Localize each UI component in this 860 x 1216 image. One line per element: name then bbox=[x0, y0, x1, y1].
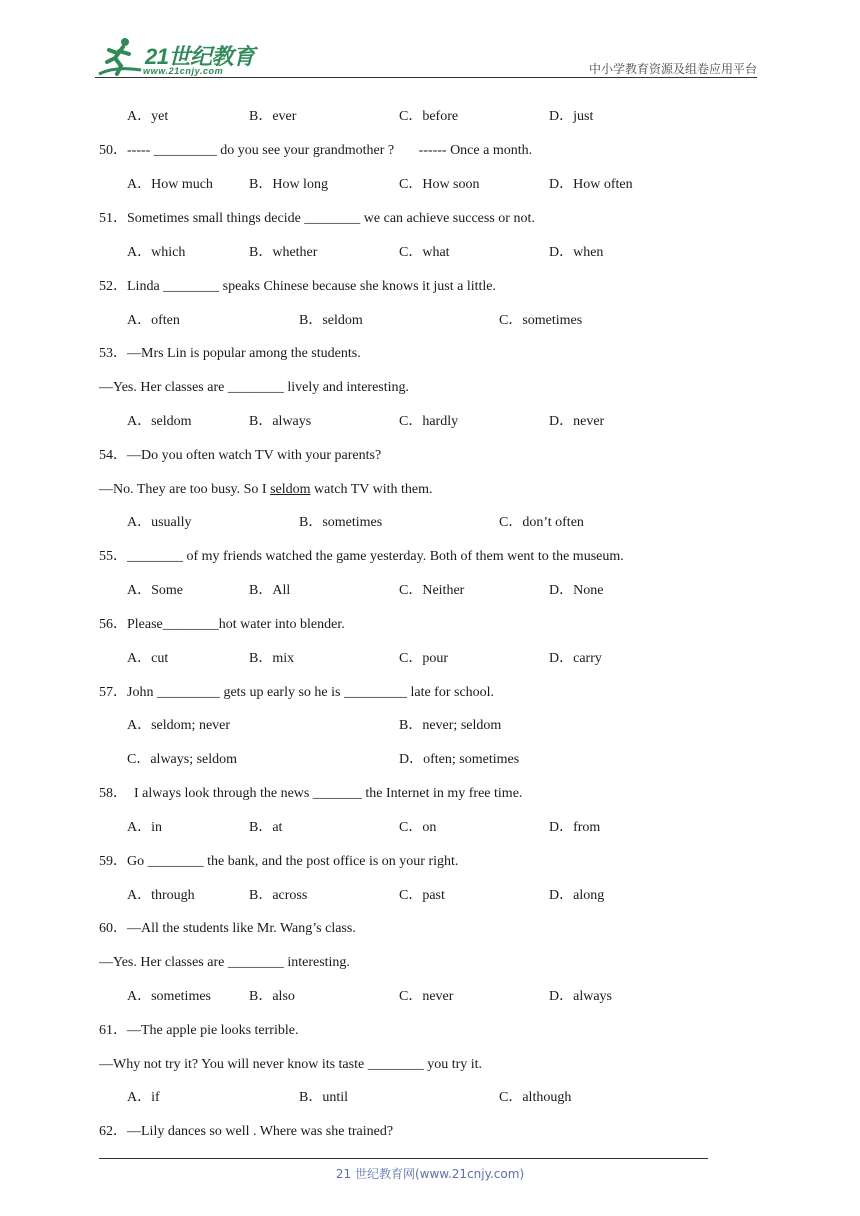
answer-option: C．what bbox=[399, 245, 450, 260]
answer-option: D．How often bbox=[549, 177, 633, 192]
answer-option: A．yet bbox=[127, 109, 169, 124]
answer-option: D．along bbox=[549, 888, 605, 903]
answer-option: B．ever bbox=[249, 109, 297, 124]
question-text: —No. They are too busy. So I bbox=[99, 482, 271, 497]
question-line: 52．Linda ________ speaks Chinese because she knows it just a little. bbox=[99, 279, 496, 294]
answer-option: A．in bbox=[127, 820, 162, 835]
answer-option: B．mix bbox=[249, 651, 295, 666]
question-line: 55．________ of my friends watched the game yesterday. Both of them went to the museum. bbox=[99, 549, 624, 564]
answer-option: C．never bbox=[399, 989, 454, 1004]
answer-option: A．sometimes bbox=[127, 989, 211, 1004]
options-row bbox=[127, 582, 757, 600]
footer-source: 21 世纪教育网(www.21cnjy.com) bbox=[335, 1167, 525, 1181]
runner-logo-icon bbox=[95, 36, 145, 78]
question-line: —Why not try it? You will never know its taste ________ you try it. bbox=[99, 1057, 483, 1072]
question-line: 56．Please________hot water into blender. bbox=[99, 617, 345, 632]
answer-option: C．How soon bbox=[399, 177, 480, 192]
question-line: 50．----- _________ do you see your grandmother ? ------ Once a month. bbox=[99, 143, 533, 158]
answer-option: D．when bbox=[549, 245, 604, 260]
options-row bbox=[127, 413, 757, 431]
question-line: 61．—The apple pie looks terrible. bbox=[99, 1023, 299, 1038]
answer-option: C．hardly bbox=[399, 414, 459, 429]
answer-option: C．before bbox=[399, 109, 459, 124]
answer-option: A．often bbox=[127, 313, 180, 328]
options-row bbox=[127, 244, 757, 262]
question-line: 62．—Lily dances so well . Where was she trained? bbox=[99, 1124, 394, 1139]
options-row bbox=[127, 650, 757, 668]
answer-option: D．None bbox=[549, 583, 604, 598]
answer-option: A．through bbox=[127, 888, 195, 903]
question-line: 57．John _________ gets up early so he is _________ late for school. bbox=[99, 685, 495, 700]
answer-option: B．also bbox=[249, 989, 295, 1004]
answer-option: C．Neither bbox=[399, 583, 465, 598]
options-row bbox=[127, 514, 757, 532]
question-line: 60．—All the students like Mr. Wang’s class. bbox=[99, 921, 356, 936]
answer-option: C．sometimes bbox=[499, 313, 583, 328]
answer-option: A．which bbox=[127, 245, 186, 260]
question-line: 54．—Do you often watch TV with your parents? bbox=[99, 448, 382, 463]
answer-option: B．whether bbox=[249, 245, 318, 260]
answer-option: A．How much bbox=[127, 177, 213, 192]
logo-brand-text: 21世纪教育 bbox=[145, 44, 255, 69]
answer-option: C．always; seldom bbox=[127, 752, 238, 767]
answer-option: B．All bbox=[249, 583, 291, 598]
answer-option: D．carry bbox=[549, 651, 602, 666]
options-row bbox=[127, 887, 757, 905]
answer-option: A．Some bbox=[127, 583, 183, 598]
options-row bbox=[127, 108, 757, 126]
options-row bbox=[127, 819, 757, 837]
answer-option: B．How long bbox=[249, 177, 328, 192]
answer-option: B．until bbox=[299, 1090, 349, 1105]
options-row bbox=[127, 176, 757, 194]
options-row bbox=[127, 988, 757, 1006]
underlined-word: seldom bbox=[270, 482, 311, 497]
question-line: 53．—Mrs Lin is popular among the students. bbox=[99, 346, 361, 361]
options-row bbox=[127, 1089, 757, 1107]
answer-option: A．usually bbox=[127, 515, 192, 530]
answer-option: A．seldom bbox=[127, 414, 192, 429]
answer-option: B．at bbox=[249, 820, 283, 835]
answer-option: D．from bbox=[549, 820, 601, 835]
question-line: 58． I always look through the news _______ the Internet in my free time. bbox=[99, 786, 523, 801]
logo bbox=[95, 36, 265, 78]
options-row bbox=[127, 312, 757, 330]
answer-option: D．often; sometimes bbox=[399, 752, 520, 767]
footer-divider bbox=[99, 1158, 708, 1159]
answer-option: A．seldom; never bbox=[127, 718, 231, 733]
question-text: watch TV with them. bbox=[310, 482, 433, 497]
answer-option: B．sometimes bbox=[299, 515, 383, 530]
answer-option: C．past bbox=[399, 888, 445, 903]
answer-option: C．pour bbox=[399, 651, 448, 666]
answer-option: A．if bbox=[127, 1090, 160, 1105]
answer-option: B．always bbox=[249, 414, 312, 429]
page-header bbox=[95, 30, 757, 78]
header-divider bbox=[95, 77, 757, 78]
logo-url-text: www.21cnjy.com bbox=[143, 66, 224, 76]
header-platform-title: 中小学教育资源及组卷应用平台 bbox=[588, 62, 757, 76]
answer-option: B．seldom bbox=[299, 313, 363, 328]
answer-option: D．just bbox=[549, 109, 594, 124]
question-line: 59．Go ________ the bank, and the post office is on your right. bbox=[99, 854, 459, 869]
answer-option: D．always bbox=[549, 989, 612, 1004]
question-line: —Yes. Her classes are ________ lively and interesting. bbox=[99, 380, 410, 395]
answer-option: A．cut bbox=[127, 651, 169, 666]
answer-option: C．don’t often bbox=[499, 515, 584, 530]
answer-option: C．although bbox=[499, 1090, 572, 1105]
question-line: 51．Sometimes small things decide ________ we can achieve success or not. bbox=[99, 211, 535, 226]
answer-option: D．never bbox=[549, 414, 605, 429]
answer-option: C．on bbox=[399, 820, 437, 835]
answer-option: B．across bbox=[249, 888, 308, 903]
question-line bbox=[99, 481, 433, 499]
question-line: —Yes. Her classes are ________ interesting. bbox=[99, 955, 350, 970]
options-row bbox=[127, 717, 757, 735]
answer-option: B．never; seldom bbox=[399, 718, 502, 733]
options-row bbox=[127, 751, 757, 769]
